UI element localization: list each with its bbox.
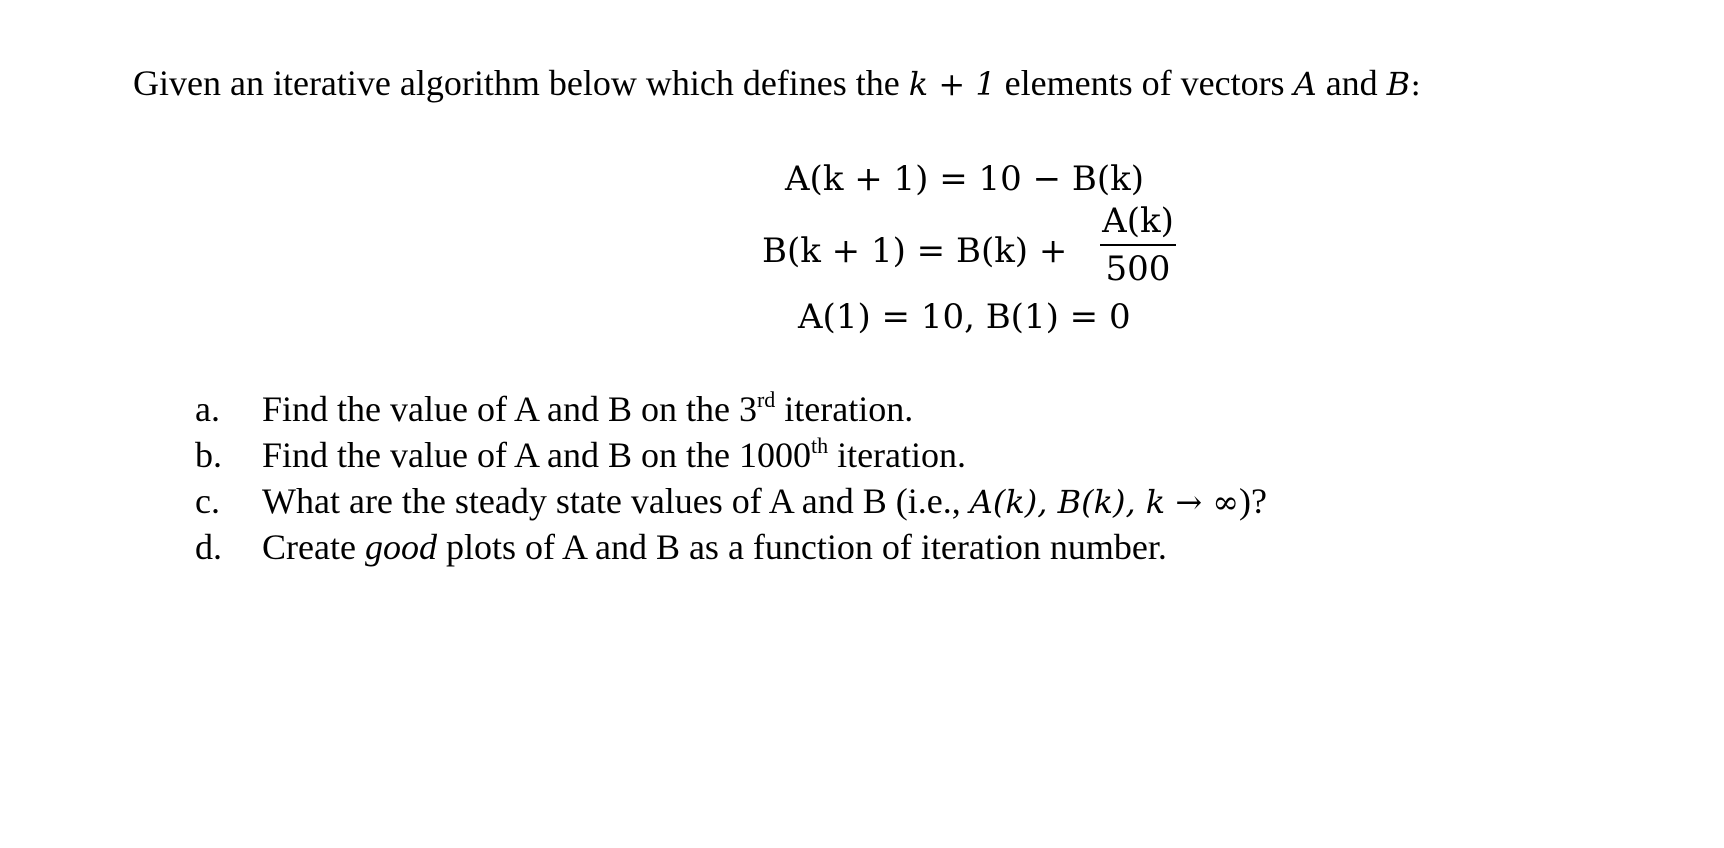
question-marker: a. [195,389,220,429]
question-emphasis: good [364,527,437,567]
equation-a-update: A(k + 1) = 10 − B(k) [785,159,1145,199]
intro-text-middle: elements of vectors [995,63,1294,103]
question-math: A(k), B(k), k → ∞ [969,483,1239,521]
question-text [262,386,913,432]
question-marker: d. [195,527,222,567]
question-marker: c. [195,481,220,521]
question-text [262,524,1167,570]
question-text [262,432,966,478]
intro-colon: : [1410,65,1421,103]
equation-initial-conditions: A(1) = 10, B(1) = 0 [798,297,1131,337]
question-superscript: th [810,433,829,458]
equation-b-fraction [1098,201,1178,289]
question-superscript: rd [756,387,776,412]
question-text-post: iteration. [775,389,914,429]
intro-var-b: B [1386,65,1411,103]
question-text-post: )? [1239,481,1267,521]
question-text-post: iteration. [828,435,967,475]
question-text-pre: Create [262,527,365,567]
question-text-pre: Find the value of A and B on the 1000 [262,435,811,475]
intro-text-start: Given an iterative algorithm below which defines the [133,63,909,103]
question-text [262,478,1267,525]
fraction-numerator: A(k) [1102,201,1174,241]
question-text-pre: What are the steady state values of A and B (i.e., [262,481,970,521]
question-text-post: plots of A and B as a function of iteration number. [436,527,1167,567]
intro-text-and: and [1316,63,1387,103]
intro-paragraph [133,62,1421,105]
intro-math-k-plus-1: k + 1 [908,65,996,103]
equation-b-update-lhs: B(k + 1) = B(k) + [762,231,1068,271]
intro-var-a: A [1293,65,1317,103]
fraction-denominator: 500 [1105,249,1171,289]
question-text-pre: Find the value of A and B on the 3 [262,389,757,429]
question-marker: b. [195,435,222,475]
